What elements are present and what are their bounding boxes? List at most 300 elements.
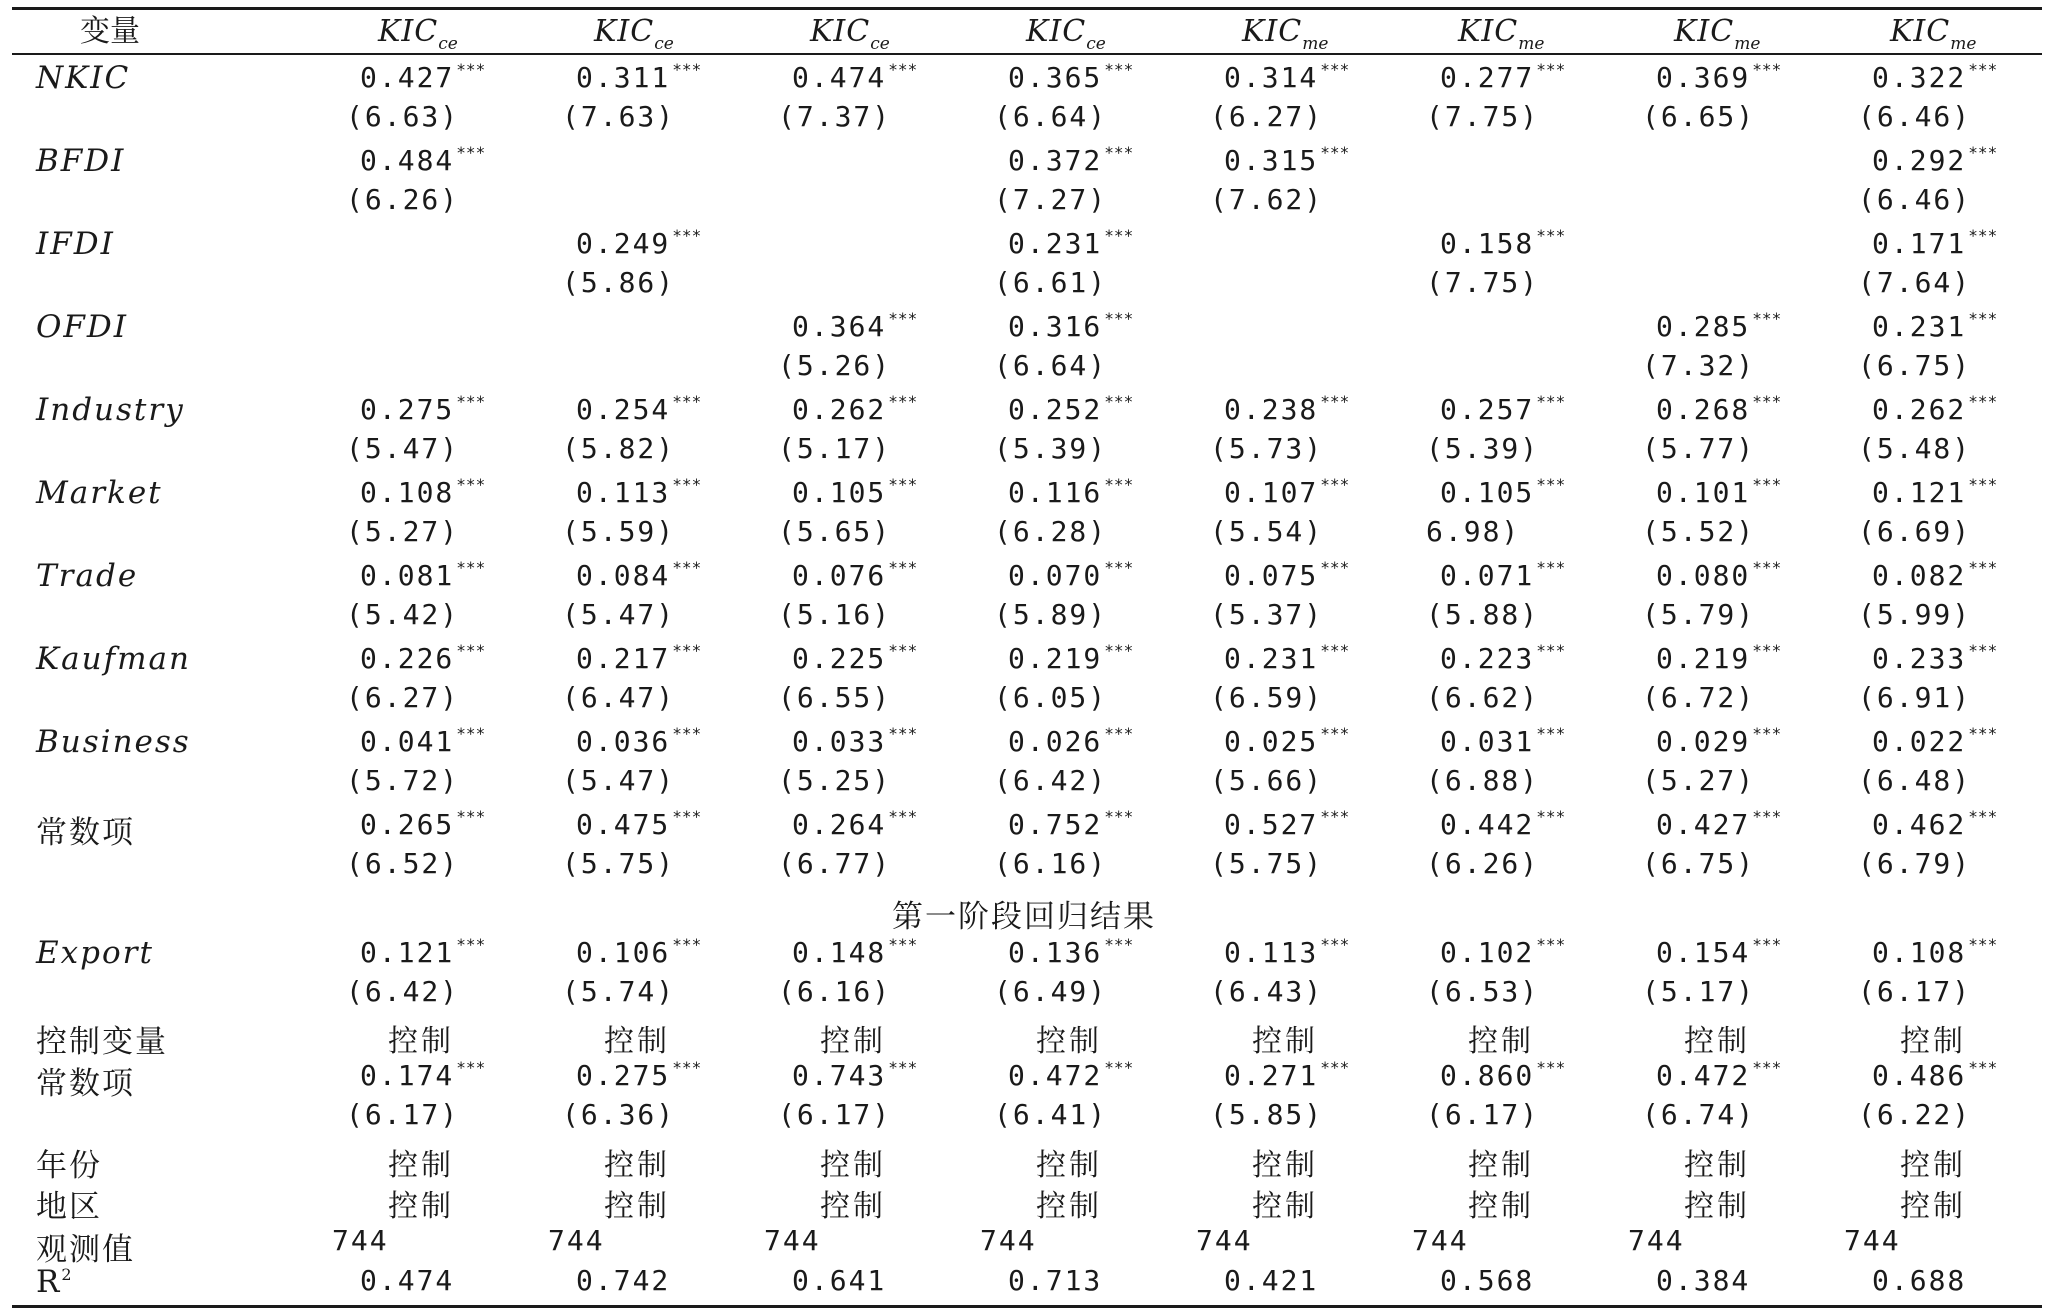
t-stat-cell: (5.42) [346, 598, 460, 631]
t-stat-cell: (5.82) [562, 432, 676, 465]
coef-value: 0.268 [1656, 393, 1751, 426]
coef-cell [1224, 392, 1349, 426]
control-cell: 控制 [1468, 1189, 1534, 1224]
coef-value: 0.101 [1656, 476, 1751, 509]
row-label-r6: Trade [36, 558, 139, 594]
coef-cell [360, 475, 485, 509]
coef-value: 0.158 [1440, 227, 1535, 260]
significance-stars: *** [888, 1058, 918, 1077]
observation-cell: 744 [332, 1224, 389, 1257]
coef-cell [1872, 558, 1997, 592]
significance-stars: *** [1104, 143, 1134, 162]
coef-value: 0.219 [1008, 642, 1103, 675]
coef-value: 0.277 [1440, 61, 1535, 94]
coef-cell [1008, 143, 1133, 177]
coef-cell [360, 392, 485, 426]
coef-cell [360, 60, 485, 94]
coef-value: 0.108 [1872, 936, 1967, 969]
coef-cell [1872, 475, 1997, 509]
coef-cell [1440, 1058, 1565, 1092]
coef-value: 0.311 [576, 61, 671, 94]
observation-cell: 744 [1628, 1224, 1685, 1257]
coef-value: 0.171 [1872, 227, 1967, 260]
coef-value: 0.285 [1656, 310, 1751, 343]
row-label-r8: Business [36, 724, 191, 760]
control-cell: 控制 [604, 1024, 670, 1059]
coef-cell [1008, 392, 1133, 426]
significance-stars: *** [672, 475, 702, 494]
control-cell: 控制 [1036, 1189, 1102, 1224]
coef-cell [792, 807, 917, 841]
header-col-subscript: me [1518, 34, 1545, 54]
coef-cell [1656, 558, 1781, 592]
t-stat-cell: (5.86) [562, 266, 676, 299]
t-stat-cell: 6.98) [1426, 515, 1521, 548]
coef-value: 0.121 [1872, 476, 1967, 509]
r-squared-cell: 0.713 [1008, 1264, 1103, 1297]
coef-cell [1656, 935, 1781, 969]
significance-stars: *** [1320, 724, 1350, 743]
header-col-base: KIC [1458, 14, 1519, 49]
significance-stars: *** [888, 724, 918, 743]
t-stat-cell: (6.27) [346, 681, 460, 714]
coef-cell [1872, 143, 1997, 177]
t-stat-cell: (5.66) [1210, 764, 1324, 797]
control-cell: 控制 [1900, 1189, 1966, 1224]
t-stat-cell: (6.79) [1858, 847, 1972, 880]
coef-value: 0.082 [1872, 559, 1967, 592]
t-stat-cell: (5.65) [778, 515, 892, 548]
significance-stars: *** [456, 558, 486, 577]
header-col-subscript: ce [654, 34, 674, 54]
coef-cell [1872, 807, 1997, 841]
significance-stars: *** [888, 392, 918, 411]
coef-cell [1008, 641, 1133, 675]
coef-value: 0.031 [1440, 725, 1535, 758]
coef-value: 0.271 [1224, 1059, 1319, 1092]
coef-cell [1440, 724, 1565, 758]
coef-value: 0.257 [1440, 393, 1535, 426]
significance-stars: *** [672, 641, 702, 660]
coef-cell [360, 724, 485, 758]
significance-stars: *** [1968, 60, 1998, 79]
coef-value: 0.217 [576, 642, 671, 675]
significance-stars: *** [1104, 1058, 1134, 1077]
coef-cell [1008, 226, 1133, 260]
significance-stars: *** [1752, 475, 1782, 494]
coef-value: 0.365 [1008, 61, 1103, 94]
coef-cell [576, 641, 701, 675]
coef-value: 0.442 [1440, 808, 1535, 841]
coef-value: 0.136 [1008, 936, 1103, 969]
significance-stars: *** [1536, 807, 1566, 826]
coef-cell [1224, 641, 1349, 675]
row-label-r9: 常数项 [36, 815, 135, 851]
control-cell: 控制 [1036, 1024, 1102, 1059]
t-stat-cell: (6.64) [994, 100, 1108, 133]
significance-stars: *** [1536, 1058, 1566, 1077]
coef-cell [1224, 475, 1349, 509]
t-stat-cell: (7.63) [562, 100, 676, 133]
t-stat-cell: (6.42) [346, 975, 460, 1008]
coef-value: 0.108 [360, 476, 455, 509]
significance-stars: *** [456, 143, 486, 162]
coef-cell [1872, 60, 1997, 94]
control-cell: 控制 [1684, 1024, 1750, 1059]
t-stat-cell: (6.26) [1426, 847, 1540, 880]
row-label-r4: Industry [36, 392, 185, 428]
coef-cell [1440, 60, 1565, 94]
header-col-1 [378, 12, 458, 52]
t-stat-cell: (6.75) [1858, 349, 1972, 382]
coef-cell [1224, 558, 1349, 592]
t-stat-cell: (6.59) [1210, 681, 1324, 714]
t-stat-cell: (5.99) [1858, 598, 1972, 631]
coef-cell [1008, 935, 1133, 969]
significance-stars: *** [1536, 558, 1566, 577]
control-cell: 控制 [388, 1024, 454, 1059]
row-label-r-squared [36, 1264, 74, 1300]
row-label-year: 年份 [36, 1148, 102, 1184]
header-col-7 [1674, 12, 1760, 52]
bottom-rule [12, 1305, 2042, 1308]
control-cell: 控制 [1252, 1024, 1318, 1059]
coef-value: 0.084 [576, 559, 671, 592]
significance-stars: *** [1968, 807, 1998, 826]
coef-value: 0.427 [360, 61, 455, 94]
coef-value: 0.484 [360, 144, 455, 177]
significance-stars: *** [1752, 60, 1782, 79]
coef-cell [1872, 392, 1997, 426]
significance-stars: *** [1320, 143, 1350, 162]
coef-cell [1008, 1058, 1133, 1092]
t-stat-cell: (6.22) [1858, 1098, 1972, 1131]
coef-value: 0.121 [360, 936, 455, 969]
observation-cell: 744 [548, 1224, 605, 1257]
coef-value: 0.527 [1224, 808, 1319, 841]
significance-stars: *** [888, 558, 918, 577]
header-col-2 [594, 12, 674, 52]
header-col-3 [810, 12, 890, 52]
significance-stars: *** [456, 60, 486, 79]
coef-cell [1872, 1058, 1997, 1092]
t-stat-cell: (6.91) [1858, 681, 1972, 714]
coef-cell [1656, 60, 1781, 94]
coef-value: 0.314 [1224, 61, 1319, 94]
coef-cell [576, 935, 701, 969]
coef-value: 0.070 [1008, 559, 1103, 592]
coef-value: 0.113 [1224, 936, 1319, 969]
coef-cell [1872, 226, 1997, 260]
coef-cell [792, 1058, 917, 1092]
t-stat-cell: (6.17) [1858, 975, 1972, 1008]
significance-stars: *** [1536, 475, 1566, 494]
significance-stars: *** [888, 309, 918, 328]
t-stat-cell: (6.42) [994, 764, 1108, 797]
coef-value: 0.225 [792, 642, 887, 675]
coef-value: 0.860 [1440, 1059, 1535, 1092]
significance-stars: *** [1752, 935, 1782, 954]
t-stat-cell: (5.48) [1858, 432, 1972, 465]
header-col-4 [1026, 12, 1106, 52]
t-stat-cell: (6.16) [994, 847, 1108, 880]
control-cell: 控制 [1036, 1148, 1102, 1183]
coef-cell [1440, 935, 1565, 969]
significance-stars: *** [1968, 226, 1998, 245]
coef-value: 0.025 [1224, 725, 1319, 758]
coef-cell [792, 309, 917, 343]
coef-value: 0.292 [1872, 144, 1967, 177]
r-squared-cell: 0.688 [1872, 1264, 1967, 1297]
coef-value: 0.148 [792, 936, 887, 969]
r-squared-cell: 0.474 [360, 1264, 455, 1297]
significance-stars: *** [888, 641, 918, 660]
coef-value: 0.080 [1656, 559, 1751, 592]
significance-stars: *** [1320, 935, 1350, 954]
significance-stars: *** [1968, 309, 1998, 328]
significance-stars: *** [1752, 807, 1782, 826]
t-stat-cell: (5.47) [346, 432, 460, 465]
control-cell: 控制 [604, 1148, 670, 1183]
t-stat-cell: (6.47) [562, 681, 676, 714]
t-stat-cell: (5.74) [562, 975, 676, 1008]
coef-cell [792, 724, 917, 758]
significance-stars: *** [1320, 392, 1350, 411]
coef-cell [792, 558, 917, 592]
significance-stars: *** [1536, 641, 1566, 660]
coef-value: 0.474 [792, 61, 887, 94]
significance-stars: *** [672, 226, 702, 245]
coef-cell [1656, 475, 1781, 509]
significance-stars: *** [1752, 724, 1782, 743]
coef-cell [360, 558, 485, 592]
significance-stars: *** [888, 935, 918, 954]
row-label-controls: 控制变量 [36, 1024, 168, 1060]
t-stat-cell: (6.77) [778, 847, 892, 880]
coef-value: 0.475 [576, 808, 671, 841]
coef-value: 0.231 [1872, 310, 1967, 343]
coef-cell [576, 558, 701, 592]
significance-stars: *** [1320, 641, 1350, 660]
r-squared-superscript: 2 [61, 1265, 74, 1284]
significance-stars: *** [1320, 475, 1350, 494]
header-col-subscript: me [1950, 34, 1977, 54]
t-stat-cell: (6.75) [1642, 847, 1756, 880]
coef-value: 0.041 [360, 725, 455, 758]
t-stat-cell: (6.61) [994, 266, 1108, 299]
t-stat-cell: (5.85) [1210, 1098, 1324, 1131]
t-stat-cell: (7.75) [1426, 100, 1540, 133]
t-stat-cell: (7.75) [1426, 266, 1540, 299]
header-col-base: KIC [1890, 14, 1951, 49]
header-col-base: KIC [378, 14, 439, 49]
significance-stars: *** [1968, 143, 1998, 162]
header-col-base: KIC [1242, 14, 1303, 49]
coef-value: 0.233 [1872, 642, 1967, 675]
t-stat-cell: (6.55) [778, 681, 892, 714]
header-col-subscript: ce [870, 34, 890, 54]
header-col-base: KIC [594, 14, 655, 49]
coef-value: 0.029 [1656, 725, 1751, 758]
coef-value: 0.472 [1008, 1059, 1103, 1092]
significance-stars: *** [1104, 60, 1134, 79]
significance-stars: *** [1104, 475, 1134, 494]
coef-cell [1656, 807, 1781, 841]
t-stat-cell: (7.64) [1858, 266, 1972, 299]
coef-cell [792, 392, 917, 426]
t-stat-cell: (6.88) [1426, 764, 1540, 797]
coef-cell [1008, 60, 1133, 94]
t-stat-cell: (6.41) [994, 1098, 1108, 1131]
coef-value: 0.033 [792, 725, 887, 758]
t-stat-cell: (5.47) [562, 764, 676, 797]
header-col-subscript: me [1302, 34, 1329, 54]
coef-value: 0.081 [360, 559, 455, 592]
coef-cell [1224, 60, 1349, 94]
coef-value: 0.105 [792, 476, 887, 509]
significance-stars: *** [456, 475, 486, 494]
t-stat-cell: (6.65) [1642, 100, 1756, 133]
t-stat-cell: (6.53) [1426, 975, 1540, 1008]
coef-value: 0.275 [360, 393, 455, 426]
r-squared-base: R [36, 1264, 62, 1300]
significance-stars: *** [1104, 724, 1134, 743]
top-rule [12, 7, 2042, 10]
coef-value: 0.322 [1872, 61, 1967, 94]
header-col-base: KIC [810, 14, 871, 49]
header-col-5 [1242, 12, 1328, 52]
significance-stars: *** [456, 1058, 486, 1077]
control-cell: 控制 [388, 1189, 454, 1224]
coef-value: 0.106 [576, 936, 671, 969]
significance-stars: *** [456, 641, 486, 660]
t-stat-cell: (6.46) [1858, 100, 1972, 133]
coef-cell [1008, 807, 1133, 841]
coef-value: 0.427 [1656, 808, 1751, 841]
observation-cell: 744 [1844, 1224, 1901, 1257]
control-cell: 控制 [388, 1148, 454, 1183]
significance-stars: *** [1968, 558, 1998, 577]
coef-value: 0.472 [1656, 1059, 1751, 1092]
coef-value: 0.264 [792, 808, 887, 841]
significance-stars: *** [1536, 724, 1566, 743]
control-cell: 控制 [604, 1189, 670, 1224]
t-stat-cell: (5.17) [1642, 975, 1756, 1008]
coef-value: 0.102 [1440, 936, 1535, 969]
row-label-region: 地区 [36, 1189, 102, 1225]
t-stat-cell: (5.73) [1210, 432, 1324, 465]
significance-stars: *** [1104, 807, 1134, 826]
significance-stars: *** [672, 935, 702, 954]
t-stat-cell: (6.52) [346, 847, 460, 880]
significance-stars: *** [456, 724, 486, 743]
t-stat-cell: (6.69) [1858, 515, 1972, 548]
coef-value: 0.036 [576, 725, 671, 758]
coef-cell [1656, 641, 1781, 675]
coef-cell [1440, 807, 1565, 841]
coef-cell [1872, 309, 1997, 343]
control-cell: 控制 [1900, 1024, 1966, 1059]
coef-cell [792, 935, 917, 969]
coef-value: 0.254 [576, 393, 671, 426]
significance-stars: *** [672, 724, 702, 743]
control-cell: 控制 [1900, 1148, 1966, 1183]
coef-value: 0.372 [1008, 144, 1103, 177]
coef-cell [576, 475, 701, 509]
t-stat-cell: (5.88) [1426, 598, 1540, 631]
t-stat-cell: (7.62) [1210, 183, 1324, 216]
significance-stars: *** [888, 807, 918, 826]
coef-value: 0.275 [576, 1059, 671, 1092]
coef-value: 0.262 [792, 393, 887, 426]
coef-cell [1224, 935, 1349, 969]
coef-cell [1224, 724, 1349, 758]
significance-stars: *** [1752, 309, 1782, 328]
coef-cell [1440, 392, 1565, 426]
r-squared-cell: 0.384 [1656, 1264, 1751, 1297]
r-squared-cell: 0.421 [1224, 1264, 1319, 1297]
coef-cell [576, 60, 701, 94]
t-stat-cell: (6.72) [1642, 681, 1756, 714]
header-col-subscript: me [1734, 34, 1761, 54]
significance-stars: *** [456, 392, 486, 411]
coef-cell [1008, 475, 1133, 509]
observation-cell: 744 [1412, 1224, 1469, 1257]
coef-cell [360, 935, 485, 969]
t-stat-cell: (5.77) [1642, 432, 1756, 465]
coef-cell [576, 1058, 701, 1092]
t-stat-cell: (6.64) [994, 349, 1108, 382]
observation-cell: 744 [980, 1224, 1037, 1257]
coef-value: 0.231 [1008, 227, 1103, 260]
coef-value: 0.752 [1008, 808, 1103, 841]
t-stat-cell: (5.39) [1426, 432, 1540, 465]
coef-value: 0.265 [360, 808, 455, 841]
r-squared-cell: 0.568 [1440, 1264, 1535, 1297]
coef-cell [360, 807, 485, 841]
header-col-6 [1458, 12, 1544, 52]
header-col-subscript: ce [1086, 34, 1106, 54]
significance-stars: *** [1104, 935, 1134, 954]
row-label-r1: BFDI [36, 143, 126, 179]
t-stat-cell: (5.52) [1642, 515, 1756, 548]
significance-stars: *** [1104, 641, 1134, 660]
significance-stars: *** [1752, 1058, 1782, 1077]
row-label-r2: IFDI [36, 226, 115, 262]
header-variable-label: 变量 [80, 14, 140, 49]
coef-value: 0.462 [1872, 808, 1967, 841]
t-stat-cell: (5.59) [562, 515, 676, 548]
row-label-r5: Market [36, 475, 163, 511]
significance-stars: *** [1968, 935, 1998, 954]
coef-value: 0.226 [360, 642, 455, 675]
significance-stars: *** [1536, 935, 1566, 954]
control-cell: 控制 [820, 1189, 886, 1224]
control-cell: 控制 [1684, 1148, 1750, 1183]
t-stat-cell: (6.17) [778, 1098, 892, 1131]
coef-value: 0.076 [792, 559, 887, 592]
row-label-observations: 观测值 [36, 1232, 135, 1268]
row-label-first-stage-const: 常数项 [36, 1066, 135, 1102]
significance-stars: *** [1536, 392, 1566, 411]
t-stat-cell: (5.72) [346, 764, 460, 797]
coef-value: 0.252 [1008, 393, 1103, 426]
row-label-r0: NKIC [36, 60, 131, 96]
t-stat-cell: (6.43) [1210, 975, 1324, 1008]
significance-stars: *** [672, 60, 702, 79]
row-label-r7: Kaufman [36, 641, 191, 677]
coef-cell [360, 1058, 485, 1092]
